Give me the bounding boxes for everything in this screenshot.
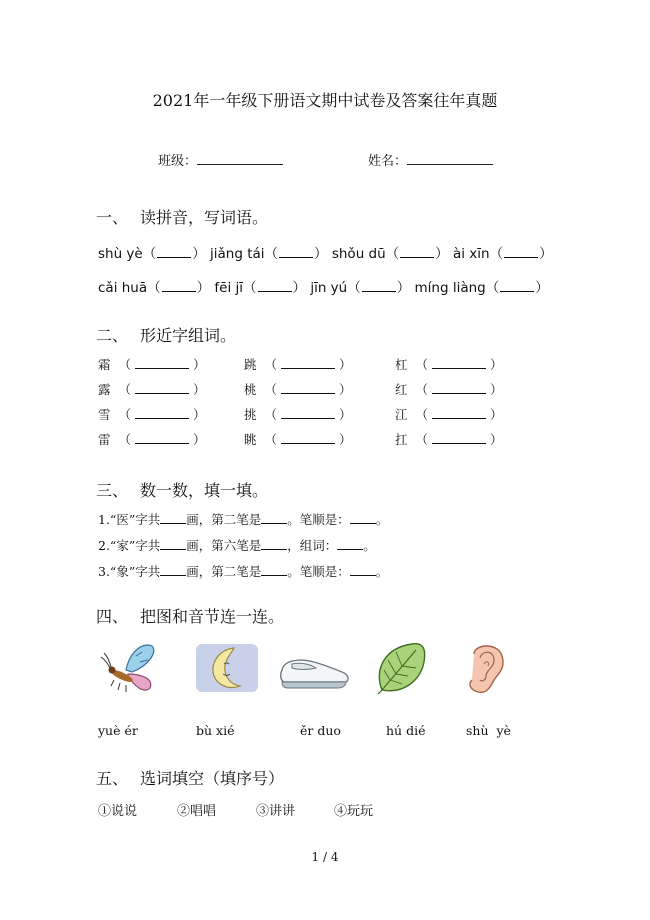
- paren-close: ）: [314, 246, 328, 262]
- char: 江: [395, 407, 408, 422]
- pinyin-item: jīn yú（: [310, 280, 361, 296]
- count-question-2: [98, 536, 376, 554]
- char: 挑: [244, 407, 257, 422]
- char: 跳: [244, 357, 257, 372]
- answer-blank[interactable]: [279, 245, 313, 258]
- answer-blank[interactable]: [504, 245, 538, 258]
- paren-close: ）: [338, 382, 352, 397]
- option-item: ④玩玩: [334, 804, 374, 819]
- paren-open: （: [264, 357, 277, 372]
- pinyin-item: shǒu dū（: [331, 246, 400, 262]
- name-field: [368, 150, 493, 169]
- section-title: 数一数，填一填。: [140, 481, 269, 500]
- name-blank[interactable]: [407, 151, 493, 165]
- section-number: 三、: [96, 481, 129, 500]
- paren-close: ）: [338, 357, 352, 372]
- answer-blank[interactable]: [258, 279, 292, 292]
- option-item: ③讲讲: [256, 804, 296, 819]
- char-item: [395, 430, 503, 455]
- paren-close: ）: [192, 432, 206, 447]
- answer-blank[interactable]: [162, 279, 196, 292]
- answer-blank[interactable]: [432, 358, 486, 369]
- char: 红: [395, 382, 408, 397]
- similar-chars-col-1: [98, 355, 206, 455]
- page-number: 1 / 4: [311, 850, 339, 864]
- answer-blank[interactable]: [362, 279, 396, 292]
- answer-blank[interactable]: [500, 279, 534, 292]
- answer-blank[interactable]: [160, 513, 186, 524]
- section-title: 读拼音，写词语。: [140, 208, 269, 227]
- class-blank[interactable]: [197, 151, 283, 165]
- answer-blank[interactable]: [157, 245, 191, 258]
- char: 扛: [395, 432, 408, 447]
- paren-open: （: [264, 407, 277, 422]
- q-text: 画，第二笔是: [186, 564, 262, 579]
- pinyin-item: cǎi huā（: [98, 280, 161, 296]
- paren-close: ）: [396, 280, 411, 296]
- paren-close: ）: [435, 246, 449, 262]
- char-item: [244, 405, 352, 430]
- char: 杠: [395, 357, 408, 372]
- q-text: 画，第二笔是: [186, 512, 262, 527]
- pinyin-item: ài xīn（: [452, 246, 504, 262]
- char: 雷: [98, 432, 111, 447]
- paren-open: （: [264, 382, 277, 397]
- paren-close: ）: [292, 280, 307, 296]
- section-number: 四、: [96, 607, 129, 626]
- pinyin-row-2: [98, 276, 549, 296]
- ear-icon[interactable]: [462, 640, 508, 696]
- option-item: ②唱唱: [177, 804, 217, 819]
- paren-close: ）: [338, 432, 352, 447]
- section-title: 形近字组词。: [140, 326, 237, 345]
- q-text: 1.“医”字共: [98, 512, 161, 527]
- answer-blank[interactable]: [432, 433, 486, 444]
- syllable-label[interactable]: bù xié: [196, 723, 235, 738]
- answer-blank[interactable]: [337, 539, 363, 550]
- paren-close: ）: [489, 382, 503, 397]
- char: 桃: [244, 382, 257, 397]
- answer-blank[interactable]: [400, 245, 434, 258]
- count-question-1: [98, 510, 388, 528]
- paren-open: （: [415, 357, 428, 372]
- q-text: 。: [375, 512, 389, 527]
- paren-open: （: [118, 382, 131, 397]
- answer-blank[interactable]: [160, 565, 186, 576]
- char-item: [244, 380, 352, 405]
- paren-close: ）: [489, 407, 503, 422]
- section-1-heading: [96, 205, 268, 228]
- paren-open: （: [264, 432, 277, 447]
- paren-close: ）: [192, 357, 206, 372]
- section-3-heading: [96, 478, 268, 501]
- section-title: 选词填空（填序号）: [140, 769, 285, 788]
- paren-close: ）: [192, 382, 206, 397]
- pinyin-item: shù yè（: [98, 246, 157, 262]
- q-text: 画，第六笔是: [186, 538, 262, 553]
- similar-chars-col-3: [395, 355, 503, 455]
- name-label: 姓名：: [368, 154, 408, 169]
- answer-blank[interactable]: [350, 513, 376, 524]
- char-item: [395, 380, 503, 405]
- answer-blank[interactable]: [281, 408, 335, 419]
- pinyin-item: fēi jī（: [214, 280, 257, 296]
- butterfly-icon[interactable]: [100, 640, 160, 696]
- answer-blank[interactable]: [261, 565, 287, 576]
- q-text: 。: [363, 538, 376, 553]
- section-4-heading: [96, 604, 284, 627]
- leaf-icon[interactable]: [372, 640, 428, 696]
- class-label: 班级：: [158, 154, 198, 169]
- char-item: [98, 430, 206, 455]
- page-title: 2021年一年级下册语文期中试卷及答案往年真题: [152, 91, 498, 110]
- section-2-heading: [96, 323, 236, 346]
- paren-close: ）: [539, 246, 553, 262]
- answer-blank[interactable]: [261, 539, 287, 550]
- char: 霜: [98, 357, 111, 372]
- answer-blank[interactable]: [135, 408, 189, 419]
- syllable-label[interactable]: hú dié: [386, 723, 426, 738]
- count-question-3: [98, 562, 388, 580]
- section-title: 把图和音节连一连。: [140, 607, 285, 626]
- char-item: [395, 405, 503, 430]
- char-item: [98, 355, 206, 380]
- pinyin-item: míng liàng（: [414, 280, 500, 296]
- q-text: 3.“象”字共: [98, 564, 161, 579]
- syllable-label[interactable]: yuè ér: [98, 723, 138, 738]
- paren-open: （: [415, 382, 428, 397]
- syllable-label[interactable]: ěr duo: [300, 723, 341, 738]
- shoe-icon[interactable]: [278, 652, 352, 692]
- answer-blank[interactable]: [281, 358, 335, 369]
- paren-open: （: [118, 407, 131, 422]
- q-text: 2.“家”字共: [98, 538, 161, 553]
- char-item: [98, 405, 206, 430]
- answer-blank[interactable]: [135, 383, 189, 394]
- paren-close: ）: [489, 432, 503, 447]
- section-number: 二、: [96, 326, 129, 345]
- char-item: [244, 430, 352, 455]
- paren-open: （: [118, 357, 131, 372]
- answer-blank[interactable]: [261, 513, 287, 524]
- pinyin-row-1: [98, 242, 553, 262]
- section-number: 一、: [96, 208, 129, 227]
- q-text: ，组词：: [287, 538, 338, 553]
- answer-blank[interactable]: [135, 433, 189, 444]
- paren-close: ）: [535, 280, 549, 296]
- paren-close: ）: [196, 280, 211, 296]
- answer-blank[interactable]: [350, 565, 376, 576]
- q-text: 。: [375, 564, 389, 579]
- pinyin-item: jiǎng tái（: [210, 246, 279, 262]
- answer-blank[interactable]: [281, 433, 335, 444]
- answer-blank[interactable]: [281, 383, 335, 394]
- section-number: 五、: [96, 769, 129, 788]
- paren-close: ）: [489, 357, 503, 372]
- q-text: 。笔顺是：: [287, 512, 350, 527]
- answer-blank[interactable]: [160, 539, 186, 550]
- paren-close: ）: [192, 246, 206, 262]
- answer-blank[interactable]: [432, 408, 486, 419]
- char: 雪: [98, 407, 111, 422]
- q-text: 。笔顺是：: [287, 564, 350, 579]
- section-5-heading: [96, 766, 284, 789]
- answer-blank[interactable]: [135, 358, 189, 369]
- paren-open: （: [415, 407, 428, 422]
- char-item: [98, 380, 206, 405]
- char: 露: [98, 382, 111, 397]
- syllable-label[interactable]: shù yè: [466, 723, 511, 738]
- paren-close: ）: [338, 407, 352, 422]
- answer-blank[interactable]: [432, 383, 486, 394]
- moon-icon[interactable]: [194, 642, 260, 694]
- paren-open: （: [118, 432, 131, 447]
- char-item: [244, 355, 352, 380]
- similar-chars-col-2: [244, 355, 352, 455]
- char-item: [395, 355, 503, 380]
- paren-close: ）: [192, 407, 206, 422]
- class-field: [158, 150, 283, 169]
- option-item: ①说说: [98, 804, 138, 819]
- paren-open: （: [415, 432, 428, 447]
- char: 眺: [244, 432, 257, 447]
